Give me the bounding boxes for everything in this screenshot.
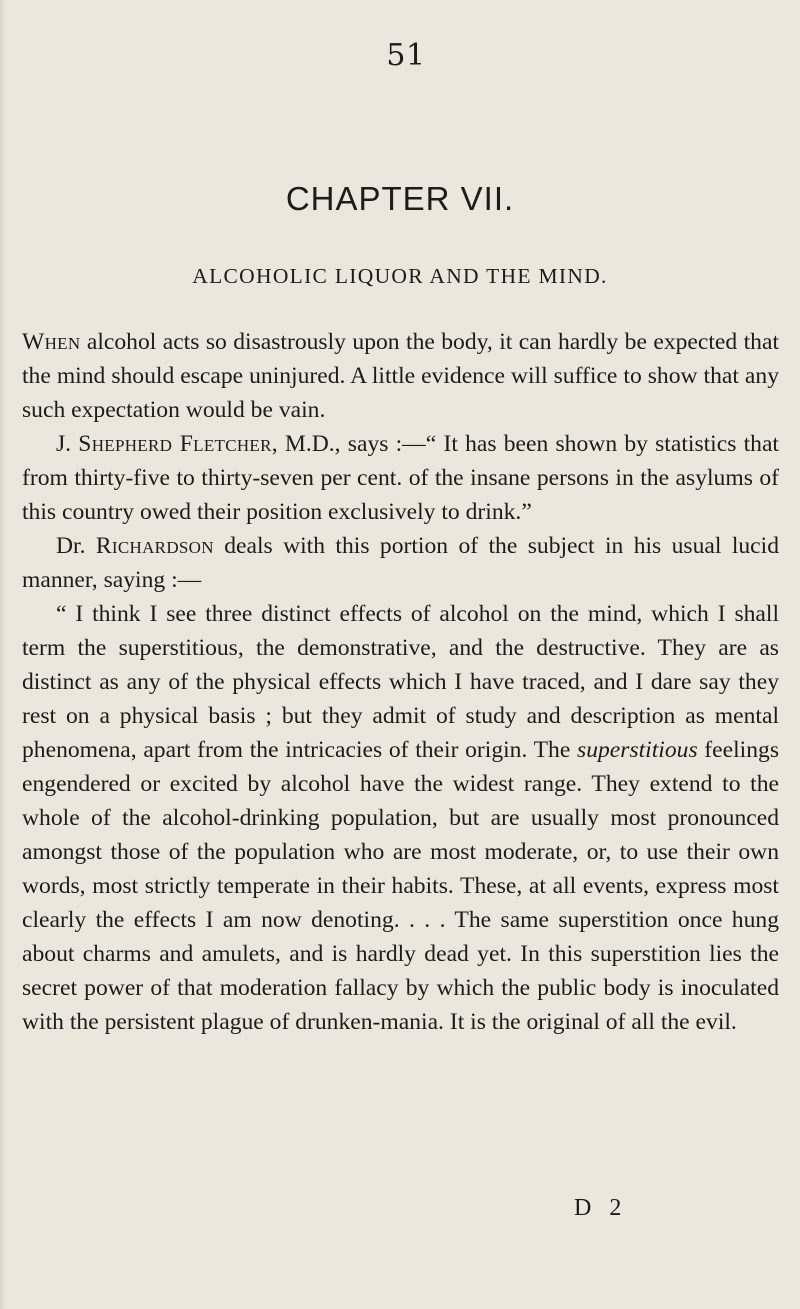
paragraph-4-text-before: “ I think I see three distinct effects of alcohol on the mind, which I shall term the superstitious, the demonstrative, and the destructive. They are as distinct as any of the physical effects which I have traced, and I dare say they rest on a physical basis ; but they admit of study and description as mental phenomena, apart from the intricacies of their origin. The [22, 601, 779, 763]
paragraph-2-text: , M.D., says :—“ It has been shown by statistics that from thirty-five to thirty-seven per cent. of the insane persons in the asylums of this country owed their position exclusively to drink.” [22, 431, 779, 525]
chapter-title: ALCOHOLIC LIQUOR AND THE MIND. [192, 264, 608, 288]
paragraph-1 [22, 325, 779, 427]
paragraph-2-lead: Shepherd Fletcher [78, 431, 272, 457]
paragraph-1-lead: When [22, 329, 81, 355]
signature-mark: D 2 [574, 1195, 628, 1221]
body-text [22, 325, 779, 1039]
paragraph-4-italic: superstitious [577, 737, 698, 763]
paragraph-3-lead: Richardson [95, 533, 214, 559]
paragraph-3-lead-plain: Dr. [56, 533, 96, 559]
paragraph-4-text-after: feelings engendered or excited by alcohol have the widest range. They extend to the whole of the alcohol-drinking population, but are usually most pronounced amongst those of the population who are most moderate, or, to use their own words, most strictly temperate in their habits. These, at all events, express most clearly the effects I am now denoting. . . . The same superstition once hung about charms and amulets, and is hardly dead yet. In this superstition lies the secret power of that moderation fallacy by which the public body is inoculated with the persistent plague of drunken-mania. It is the original of all the evil. [22, 737, 779, 1035]
paragraph-1-text: alcohol acts so disastrously upon the body, it can hardly be expected that the mind should escape uninjured. A little evidence will suffice to show that any such expectation would be vain. [22, 329, 779, 423]
paragraph-2-lead-plain: J. [56, 431, 79, 457]
paragraph-3 [22, 529, 779, 597]
paragraph-4 [22, 597, 779, 1039]
paragraph-2 [22, 427, 779, 529]
chapter-heading: CHAPTER VII. [285, 180, 515, 217]
page-number: 51 [386, 38, 426, 73]
paragraph-3-text: deals with this portion of the subject in his usual lucid manner, saying :— [22, 533, 779, 593]
